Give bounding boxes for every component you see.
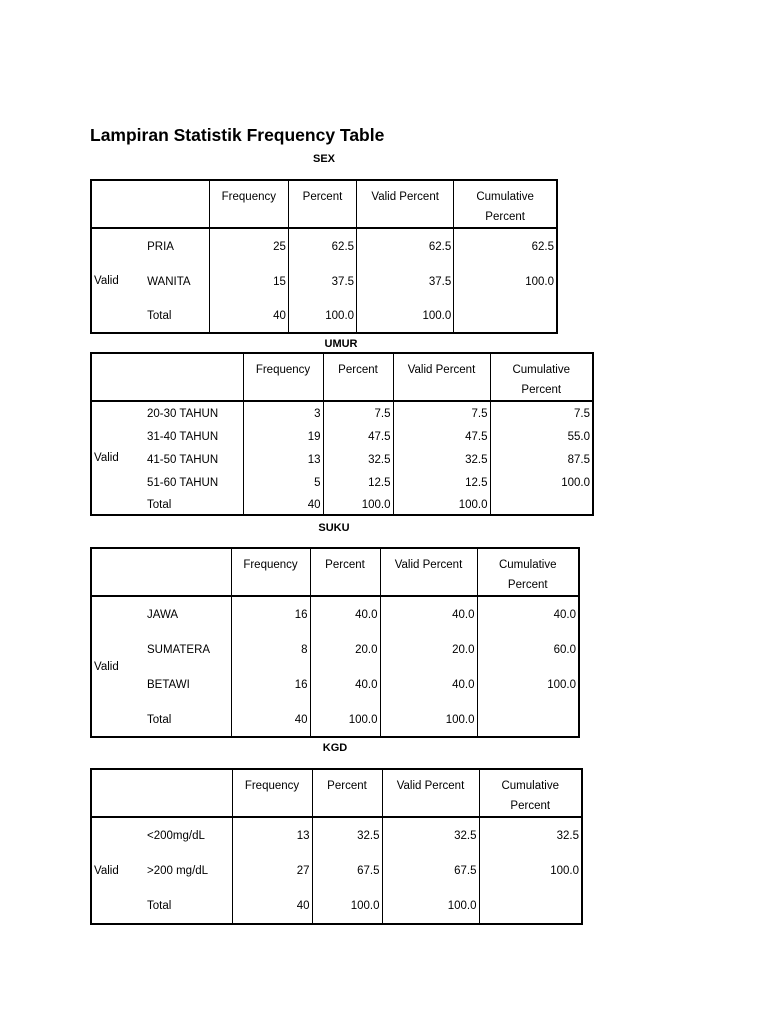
valid-percent-cell: 32.5	[393, 448, 490, 471]
header-valid-percent: Valid Percent	[382, 769, 479, 817]
header-percent: Percent	[288, 180, 356, 228]
corner-cell	[91, 180, 143, 228]
umur-frequency-table	[90, 352, 594, 516]
percent-cell: 32.5	[312, 817, 382, 853]
frequency-cell: 15	[209, 264, 288, 299]
frequency-cell: 40	[243, 495, 323, 515]
percent-cell: 32.5	[323, 448, 393, 471]
frequency-cell: 8	[231, 632, 310, 667]
valid-percent-cell: 37.5	[357, 264, 454, 299]
cumulative-percent-cell: 100.0	[490, 471, 593, 495]
table-row	[91, 596, 579, 632]
header-cumulative-percent: Cumulative Percent	[490, 353, 593, 401]
frequency-cell: 16	[231, 596, 310, 632]
umur-table-title: UMUR	[324, 338, 358, 350]
table-row	[91, 448, 593, 471]
corner-cell	[143, 769, 232, 817]
percent-cell: 40.0	[310, 596, 380, 632]
row-label: 51-60 TAHUN	[143, 471, 243, 495]
row-label: PRIA	[143, 228, 209, 264]
valid-percent-cell: 47.5	[393, 425, 490, 448]
table-row-total	[91, 495, 593, 515]
frequency-cell: 40	[232, 889, 312, 924]
row-label: 20-30 TAHUN	[143, 401, 243, 425]
header-frequency: Frequency	[231, 548, 310, 596]
frequency-cell: 40	[209, 299, 288, 333]
suku-table-title: SUKU	[318, 522, 350, 534]
header-percent: Percent	[323, 353, 393, 401]
cumulative-percent-cell: 60.0	[477, 632, 579, 667]
cumulative-percent-cell: 100.0	[454, 264, 557, 299]
cumulative-percent-cell: 62.5	[454, 228, 557, 264]
frequency-cell: 25	[209, 228, 288, 264]
valid-percent-cell: 40.0	[380, 667, 477, 703]
frequency-cell: 13	[243, 448, 323, 471]
valid-percent-cell: 100.0	[380, 703, 477, 737]
row-label: Total	[143, 703, 231, 737]
valid-percent-cell: 100.0	[393, 495, 490, 515]
corner-cell	[91, 353, 143, 401]
kgd-table-title: KGD	[322, 742, 348, 754]
row-label: Total	[143, 495, 243, 515]
row-label: JAWA	[143, 596, 231, 632]
table-row	[91, 401, 593, 425]
row-label: >200 mg/dL	[143, 853, 232, 889]
table-row-total	[91, 299, 557, 333]
cumulative-percent-cell: 87.5	[490, 448, 593, 471]
valid-percent-cell: 32.5	[382, 817, 479, 853]
row-label: SUMATERA	[143, 632, 231, 667]
cumulative-percent-cell	[477, 703, 579, 737]
valid-percent-cell: 100.0	[382, 889, 479, 924]
header-valid-percent: Valid Percent	[380, 548, 477, 596]
header-frequency: Frequency	[243, 353, 323, 401]
row-label: 31-40 TAHUN	[143, 425, 243, 448]
frequency-cell: 3	[243, 401, 323, 425]
valid-percent-cell: 100.0	[357, 299, 454, 333]
header-percent: Percent	[312, 769, 382, 817]
valid-label: Valid	[91, 228, 143, 333]
valid-label: Valid	[91, 817, 143, 924]
table-row	[91, 228, 557, 264]
header-cumulative-percent: Cumulative Percent	[479, 769, 582, 817]
header-valid-percent: Valid Percent	[393, 353, 490, 401]
percent-cell: 37.5	[288, 264, 356, 299]
valid-percent-cell: 67.5	[382, 853, 479, 889]
valid-percent-cell: 40.0	[380, 596, 477, 632]
percent-cell: 47.5	[323, 425, 393, 448]
percent-cell: 67.5	[312, 853, 382, 889]
table-row	[91, 632, 579, 667]
cumulative-percent-cell: 55.0	[490, 425, 593, 448]
header-cumulative-percent: Cumulative Percent	[454, 180, 557, 228]
frequency-cell: 19	[243, 425, 323, 448]
valid-label: Valid	[91, 401, 143, 515]
suku-frequency-table	[90, 547, 580, 738]
corner-cell	[143, 353, 243, 401]
header-cumulative-percent: Cumulative Percent	[477, 548, 579, 596]
table-row	[91, 264, 557, 299]
frequency-cell: 27	[232, 853, 312, 889]
cumulative-percent-cell: 7.5	[490, 401, 593, 425]
table-row	[91, 471, 593, 495]
frequency-cell: 40	[231, 703, 310, 737]
percent-cell: 12.5	[323, 471, 393, 495]
percent-cell: 7.5	[323, 401, 393, 425]
percent-cell: 100.0	[288, 299, 356, 333]
corner-cell	[143, 180, 209, 228]
row-label: WANITA	[143, 264, 209, 299]
table-row	[91, 853, 582, 889]
cumulative-percent-cell: 40.0	[477, 596, 579, 632]
header-frequency: Frequency	[209, 180, 288, 228]
corner-cell	[91, 769, 143, 817]
page-title: Lampiran Statistik Frequency Table	[90, 125, 385, 145]
kgd-frequency-table	[90, 768, 583, 925]
percent-cell: 100.0	[312, 889, 382, 924]
row-label: Total	[143, 889, 232, 924]
row-label: Total	[143, 299, 209, 333]
valid-percent-cell: 20.0	[380, 632, 477, 667]
valid-percent-cell: 12.5	[393, 471, 490, 495]
header-valid-percent: Valid Percent	[357, 180, 454, 228]
header-percent: Percent	[310, 548, 380, 596]
row-label: BETAWI	[143, 667, 231, 703]
percent-cell: 40.0	[310, 667, 380, 703]
row-label: <200mg/dL	[143, 817, 232, 853]
cumulative-percent-cell: 32.5	[479, 817, 582, 853]
table-row-total	[91, 889, 582, 924]
valid-label: Valid	[91, 596, 143, 737]
cumulative-percent-cell	[490, 495, 593, 515]
sex-frequency-table	[90, 179, 558, 334]
percent-cell: 100.0	[310, 703, 380, 737]
corner-cell	[91, 548, 143, 596]
cumulative-percent-cell	[479, 889, 582, 924]
table-row-total	[91, 703, 579, 737]
table-row	[91, 817, 582, 853]
frequency-cell: 13	[232, 817, 312, 853]
sex-table-title: SEX	[312, 153, 335, 165]
valid-percent-cell: 7.5	[393, 401, 490, 425]
percent-cell: 100.0	[323, 495, 393, 515]
frequency-cell: 16	[231, 667, 310, 703]
corner-cell	[143, 548, 231, 596]
table-row	[91, 667, 579, 703]
percent-cell: 62.5	[288, 228, 356, 264]
frequency-cell: 5	[243, 471, 323, 495]
header-frequency: Frequency	[232, 769, 312, 817]
valid-percent-cell: 62.5	[357, 228, 454, 264]
cumulative-percent-cell: 100.0	[477, 667, 579, 703]
cumulative-percent-cell	[454, 299, 557, 333]
cumulative-percent-cell: 100.0	[479, 853, 582, 889]
percent-cell: 20.0	[310, 632, 380, 667]
row-label: 41-50 TAHUN	[143, 448, 243, 471]
table-row	[91, 425, 593, 448]
